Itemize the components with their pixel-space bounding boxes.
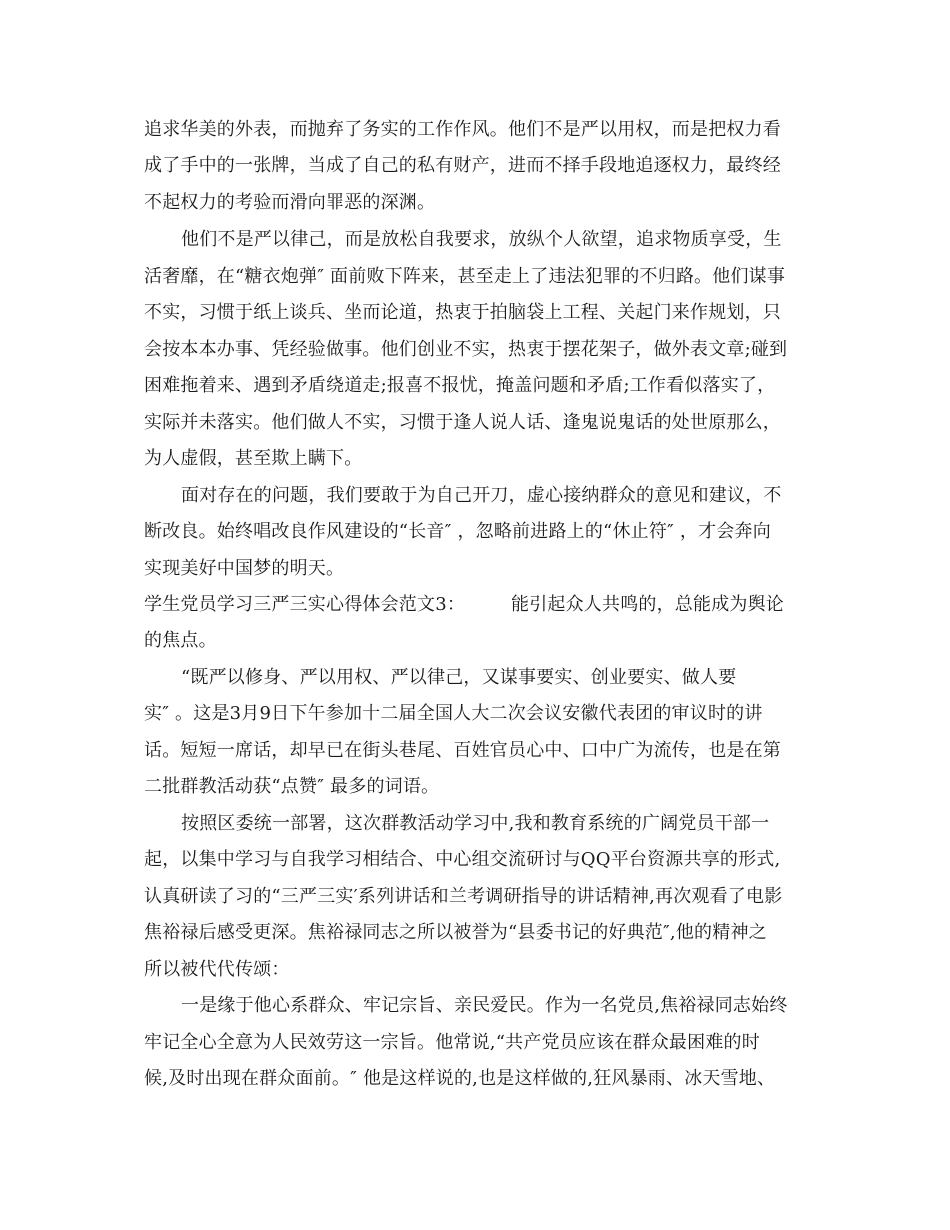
body-text-line: 不起权力的考验而滑向罪恶的深渊。 xyxy=(144,192,436,213)
body-text-line: 话。短短一席话，却早已在街头巷尾、百姓官员心中、口中广为流传，也是在第 xyxy=(144,740,781,761)
body-text-line: 实际并未落实。他们做人不实，习惯于逢人说人话、逢鬼说鬼话的处世原那么， xyxy=(144,412,781,433)
body-text-line: 困难拖着来、遇到矛盾绕道走;报喜不报忧，掩盖问题和矛盾;工作看似落实了， xyxy=(144,375,776,396)
heading-continuation: 能引起众人共鸣的，总能成为舆论 xyxy=(511,594,784,615)
body-text-line: 二批群教活动获“点赞″ 最多的词语。 xyxy=(144,776,440,797)
body-text-line: 实现美好中国梦的明天。 xyxy=(144,558,345,579)
body-text-line: 的焦点。 xyxy=(144,630,217,651)
paragraph-start-line: “既严以修身、严以用权、严以律己，又谋事要实、创业要实、做人要 xyxy=(181,667,737,688)
body-text-line: 会按本本办事、凭经验做事。他们创业不实，热衷于摆花架子，做外表文章;碰到 xyxy=(144,339,788,360)
body-text-line: 认真研读了习的“三严三实′系列讲话和兰考调研指导的讲话精神,再次观看了电影 xyxy=(144,886,783,907)
body-text-line: 牢记全心全意为人民效劳这一宗旨。他常说,“共产党员应该在群众最困难的时 xyxy=(144,1032,760,1053)
body-text-line: 追求华美的外表，而抛弃了务实的工作作风。他们不是严以用权，而是把权力看 xyxy=(144,119,781,140)
body-text-line: 不实，习惯于纸上谈兵、坐而论道，热衷于拍脑袋上工程、关起门来作规划，只 xyxy=(144,302,781,323)
body-text-line: 活奢靡，在“糖衣炮弹″ 面前败下阵来，甚至走上了违法犯罪的不归路。他们谋事 xyxy=(144,266,786,287)
body-text-line: 焦裕禄后感受更深。焦裕禄同志之所以被誉为“县委书记的好典范″,他的精神之 xyxy=(144,922,767,943)
paragraph-start-line: 一是缘于他心系群众、牢记宗旨、亲民爱民。作为一名党员,焦裕禄同志始终 xyxy=(181,995,788,1016)
body-text-line: 为人虚假，甚至欺上瞒下。 xyxy=(144,448,363,469)
body-text-line: 成了手中的一张牌，当成了自己的私有财产，进而不择手段地追逐权力，最终经 xyxy=(144,155,781,176)
body-text-line: 所以被代代传颂： xyxy=(144,959,290,980)
body-text-line: 候,及时出现在群众面前。″ 他是这样说的,也是这样做的,狂风暴雨、冰天雪地、 xyxy=(144,1068,776,1089)
paragraph-start-line: 面对存在的问题，我们要敢于为自己开刀，虚心接纳群众的意见和建议，不 xyxy=(181,485,782,506)
body-text-line: 起，以集中学习与自我学习相结合、中心组交流研讨与QQ平台资源共享的形式, xyxy=(144,849,781,870)
paragraph-start-line: 按照区委统一部署，这次群教活动学习中,我和教育系统的广阔党员干部一 xyxy=(181,813,770,834)
section-heading: 学生党员学习三严三实心得体会范文3： xyxy=(144,594,466,615)
paragraph-start-line: 他们不是严以律己，而是放松自我要求，放纵个人欲望，追求物质享受，生 xyxy=(181,229,782,250)
body-text-line: 实″ 。这是3月9日下午参加十二届全国人大二次会议安徽代表团的审议时的讲 xyxy=(144,703,763,724)
body-text-line: 断改良。始终唱改良作风建设的“长音″ ，忽略前进路上的“休止符″ ，才会奔向 xyxy=(144,521,771,542)
